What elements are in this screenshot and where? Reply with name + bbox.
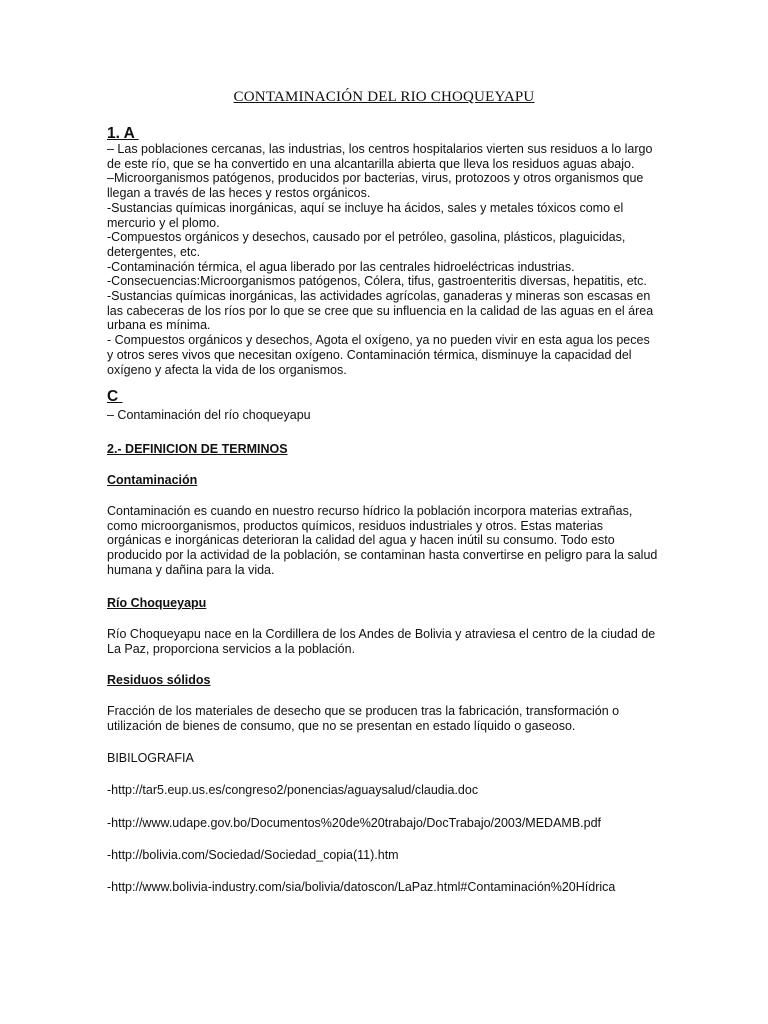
bibliography-link[interactable]: -http://www.udape.gov.bo/Documentos%20de%20trabajo/DocTrabajo/2003/MEDAMB.pdf xyxy=(107,816,602,830)
term-line: orgánicas e inorgánicas deterioran la calidad del agua y hacen inútil su consumo. Todo esto xyxy=(107,533,615,548)
section-a-line: –Microorganismos patógenos, producidos por bacterias, virus, protozoos y otros organismos que xyxy=(107,171,644,186)
section-c-heading: C xyxy=(107,388,123,405)
term-line: como microorganismos, productos químicos, residuos industriales y otros. Estas materias xyxy=(107,518,604,533)
section-a-line: - Compuestos orgánicos y desechos, Agota el oxígeno, ya no pueden vivir en esta agua los peces xyxy=(107,333,650,348)
section-a-line: -Compuestos orgánicos y desechos, causado por el petróleo, gasolina, plásticos, plaguicidas, xyxy=(107,230,626,245)
term-line: La Paz, proporciona servicios a la población. xyxy=(107,641,356,656)
term-line: producido por la actividad de la población, se contaminan hasta convertirse en peligro para la salud xyxy=(107,548,658,563)
section-a-line: urbana es mínima. xyxy=(107,318,211,333)
section-a-line: -Sustancias químicas inorgánicas, aquí se incluye ha ácidos, sales y metales tóxicos como el xyxy=(107,200,624,215)
term-body-contaminacion xyxy=(107,504,667,578)
section-a-line: – Las poblaciones cercanas, las industrias, los centros hospitalarios vierten sus residuos a lo largo xyxy=(107,142,653,156)
bibliography-heading: BIBILOGRAFIA xyxy=(107,751,194,765)
term-line: Río Choqueyapu nace en la Cordillera de los Andes de Bolivia y atraviesa el centro de la ciudad de xyxy=(107,627,656,641)
section-a-body xyxy=(107,142,667,377)
section-a-line: detergentes, etc. xyxy=(107,244,201,259)
section-c-line: – Contaminación del río choqueyapu xyxy=(107,408,311,422)
section-a-line: -Sustancias químicas inorgánicas, las actividades agrícolas, ganaderas y mineras son escasas en xyxy=(107,289,651,304)
term-heading-contaminacion: Contaminación xyxy=(107,473,198,487)
term-line: Contaminación es cuando en nuestro recurso hídrico la población incorpora materias extrañas, xyxy=(107,504,633,518)
bibliography-link[interactable]: -http://tar5.eup.us.es/congreso2/ponencias/aguaysalud/claudia.doc xyxy=(107,783,479,797)
section-a-line: mercurio y el plomo. xyxy=(107,215,220,230)
definitions-heading: 2.- DEFINICION DE TERMINOS xyxy=(107,442,288,456)
term-line: humana y dañina para la vida. xyxy=(107,562,275,577)
section-a-line: -Contaminación térmica, el agua liberado por las centrales hidroeléctricas industrias. xyxy=(107,259,575,274)
term-body-residuos-solidos xyxy=(107,704,667,733)
term-line: utilización de bienes de consumo, que no se presentan en estado líquido o gaseoso. xyxy=(107,718,576,733)
term-heading-residuos-solidos: Residuos sólidos xyxy=(107,673,211,687)
section-a-line: llegan a través de las heces y restos orgánicos. xyxy=(107,186,371,201)
term-heading-rio-choqueyapu: Río Choqueyapu xyxy=(107,596,207,610)
section-a-line: de este río, que se ha convertido en una alcantarilla abierta que lleva los residuos aguas abajo. xyxy=(107,156,635,171)
section-a-line: las cabeceras de los ríos por lo que se cree que su influencia en la calidad de las aguas en el área xyxy=(107,303,654,318)
term-line: Fracción de los materiales de desecho que se producen tras la fabricación, transformación o xyxy=(107,704,620,718)
section-a-line: y otros seres vivos que necesitan oxígeno. Contaminación térmica, disminuye la capacidad del xyxy=(107,347,632,362)
bibliography-link[interactable]: -http://www.bolivia-industry.com/sia/bolivia/datoscon/LaPaz.html#Contaminación%20Hídrica xyxy=(107,880,616,894)
term-body-rio-choqueyapu xyxy=(107,627,667,656)
section-a-heading: 1. A xyxy=(107,125,139,142)
document-title: CONTAMINACIÓN DEL RIO CHOQUEYAPU xyxy=(233,89,535,105)
bibliography-link[interactable]: -http://bolivia.com/Sociedad/Sociedad_copia(11).htm xyxy=(107,848,399,862)
section-a-line: -Consecuencias:Microorganismos patógenos, Cólera, tifus, gastroenteritis diversas, hepatitis, etc. xyxy=(107,274,647,289)
section-a-line: oxígeno y afecta la vida de los organismos. xyxy=(107,362,347,377)
